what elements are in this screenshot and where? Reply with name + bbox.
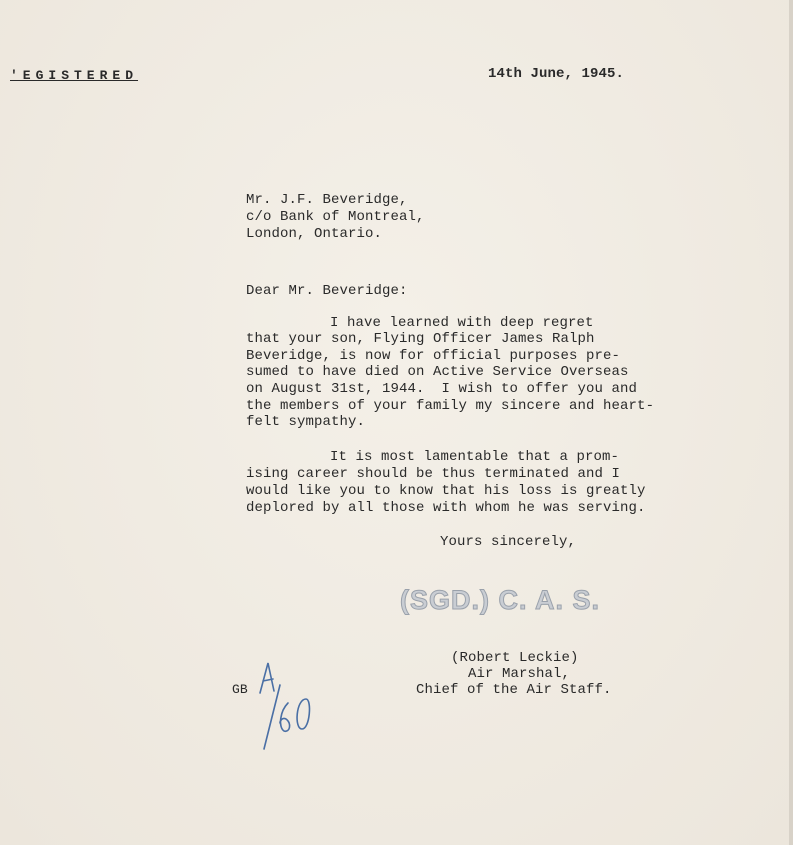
text-line: on August 31st, 1944. I wish to offer you and	[246, 381, 638, 397]
address-line: Mr. J.F. Beveridge,	[246, 192, 408, 208]
letter-date: 14th June, 1945.	[488, 66, 625, 82]
text-line: felt sympathy.	[246, 414, 366, 430]
page-edge	[789, 0, 793, 845]
text-line: I have learned with deep regret	[330, 315, 594, 331]
registered-label: 'EGISTERED	[10, 68, 139, 83]
text-line: sumed to have died on Active Service Overseas	[246, 364, 629, 380]
text-line: would like you to know that his loss is greatly	[246, 483, 646, 499]
text-line: It is most lamentable that a prom-	[330, 449, 620, 465]
handwritten-file-note	[250, 655, 320, 755]
address-line: London, Ontario.	[246, 226, 383, 242]
signer-name: (Robert Leckie)	[451, 650, 579, 666]
text-line: that your son, Flying Officer James Ralph	[246, 331, 595, 347]
salutation: Dear Mr. Beveridge:	[246, 283, 408, 299]
typist-initials: GB	[232, 682, 248, 697]
text-line: Beveridge, is now for official purposes pre-	[246, 348, 621, 364]
signed-stamp: (SGD.) C. A. S.	[400, 585, 601, 615]
text-line: the members of your family my sincere and heart-	[246, 398, 655, 414]
signer-title: Chief of the Air Staff.	[416, 682, 612, 698]
text-line: deplored by all those with whom he was serving.	[246, 500, 646, 516]
closing: Yours sincerely,	[440, 534, 577, 550]
address-line: c/o Bank of Montreal,	[246, 209, 425, 225]
signer-rank: Air Marshal,	[468, 666, 571, 682]
text-line: ising career should be thus terminated and I	[246, 466, 621, 482]
